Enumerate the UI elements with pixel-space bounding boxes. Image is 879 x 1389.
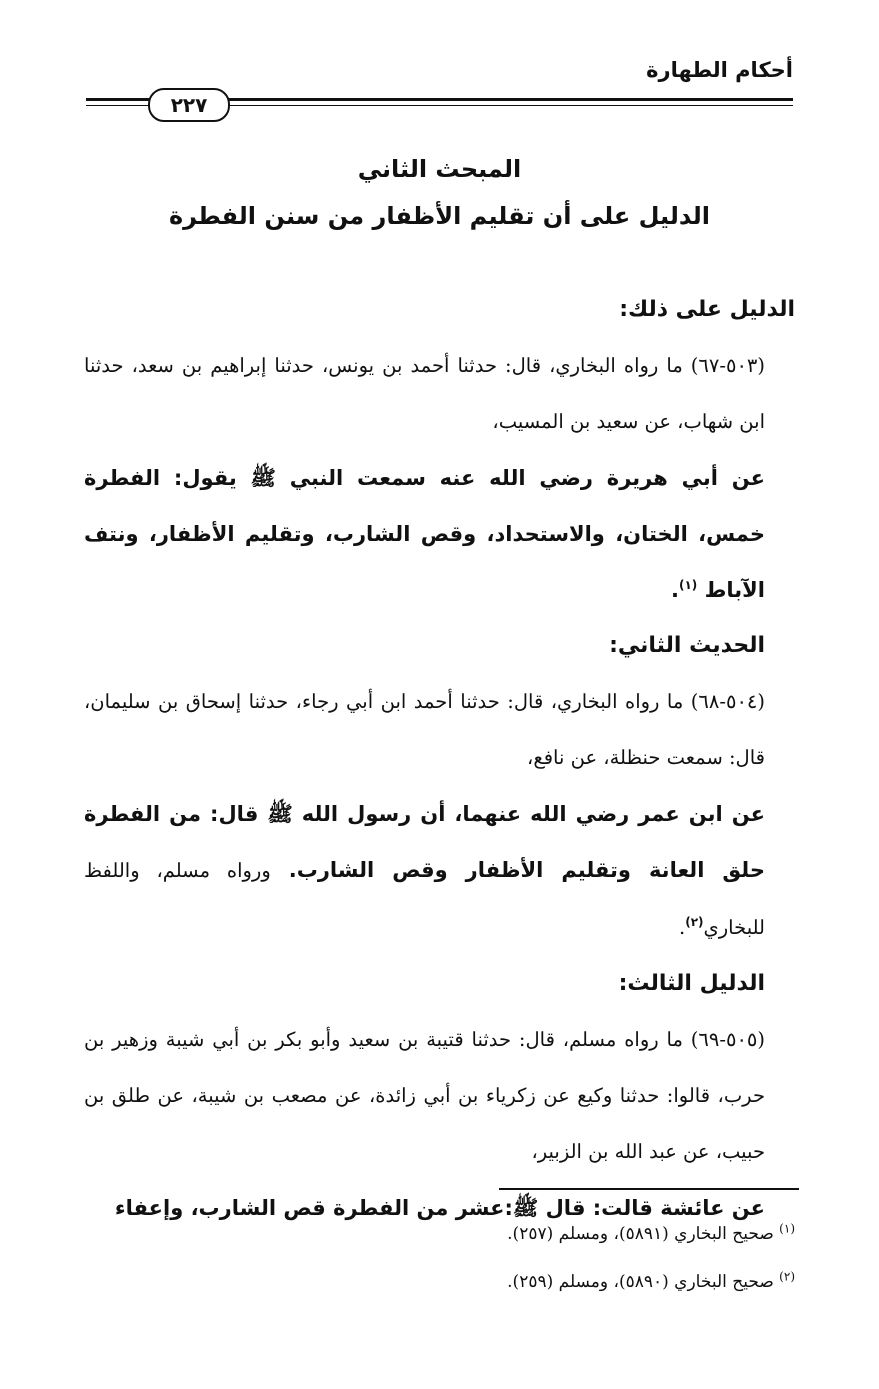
chapter-title: المبحث الثاني <box>357 155 522 183</box>
section-heading: الدليل على ذلك: <box>619 297 795 322</box>
section-heading: الدليل الثالث: <box>618 971 765 996</box>
hadith-text: عن عائشة قالت: قال ﷺ:عشر من الفطرة قص الشارب، وإعفاء <box>114 1196 765 1220</box>
running-title: أحكام الطهارة <box>646 58 793 82</box>
footnote-text: صحيح البخاري (٥٨٩٠)، ومسلم (٢٥٩). <box>507 1272 774 1292</box>
hadith-source-note: ورواه مسلم، واللفظ للبخاري <box>84 859 765 939</box>
page-number: ٢٢٧ <box>148 88 230 122</box>
hadith-chain: (٥٠٥-٦٩) ما رواه مسلم، قال: حدثنا قتيبة بن سعيد وأبو بكر بن أبي شيبة وزهير بن حرب، قالوا: حدثنا وكيع عن زكرياء بن أبي زائدة، عن مصعب بن شيبة، عن طلق بن حبيب، عن عبد الله بن الزبير، <box>84 1028 765 1163</box>
hadith-text: عن ابن عمر رضي الله عنهما، أن رسول الله ﷺ قال: من الفطرة حلق العانة وتقليم الأظفار وقص الشارب. ورواه مسلم، واللفظ للبخاري$^{(٢)}$. <box>84 802 765 939</box>
section-heading: الحديث الثاني: <box>609 633 765 658</box>
footnote <box>84 1258 795 1306</box>
footnote-text: صحيح البخاري (٥٨٩١)، ومسلم (٢٥٧). <box>507 1224 774 1244</box>
body-text <box>84 282 795 1236</box>
hadith-text: عن أبي هريرة رضي الله عنه سمعت النبي ﷺ يقول: الفطرة خمس، الختان، والاستحداد، وقص الشارب، وتقليم الأظفار، ونتف الآباط $^{(١)}$. <box>84 466 765 602</box>
footnote <box>84 1210 795 1258</box>
hadith-text-body: عن ابن عمر رضي الله عنهما، أن رسول الله ﷺ قال: من الفطرة حلق العانة وتقليم الأظفار وقص الشارب. <box>84 802 765 882</box>
hadith-text-body: عن أبي هريرة رضي الله عنه سمعت النبي ﷺ يقول: الفطرة خمس، الختان، والاستحداد، وقص الشارب، وتقليم الأظفار، ونتف الآباط <box>84 466 765 602</box>
hadith-chain: (٥٠٤-٦٨) ما رواه البخاري، قال: حدثنا أحمد ابن أبي رجاء، حدثنا إسحاق بن سليمان، قال: سمعت حنظلة، عن نافع، <box>84 690 765 769</box>
footnote-separator <box>499 1188 799 1190</box>
footnote-number: (٢) <box>779 1269 795 1284</box>
footnote-ref[interactable]: (٢) <box>685 915 704 929</box>
footnote-ref[interactable]: (١) <box>678 578 698 592</box>
hadith-chain: (٥٠٣-٦٧) ما رواه البخاري، قال: حدثنا أحمد بن يونس، حدثنا إبراهيم بن سعد، حدثنا ابن شهاب، عن سعيد بن المسيب، <box>84 354 765 433</box>
chapter-subtitle: الدليل على أن تقليم الأظفار من سنن الفطرة <box>169 202 710 230</box>
footnote-number: (١) <box>779 1221 795 1236</box>
footnotes <box>84 1210 795 1306</box>
